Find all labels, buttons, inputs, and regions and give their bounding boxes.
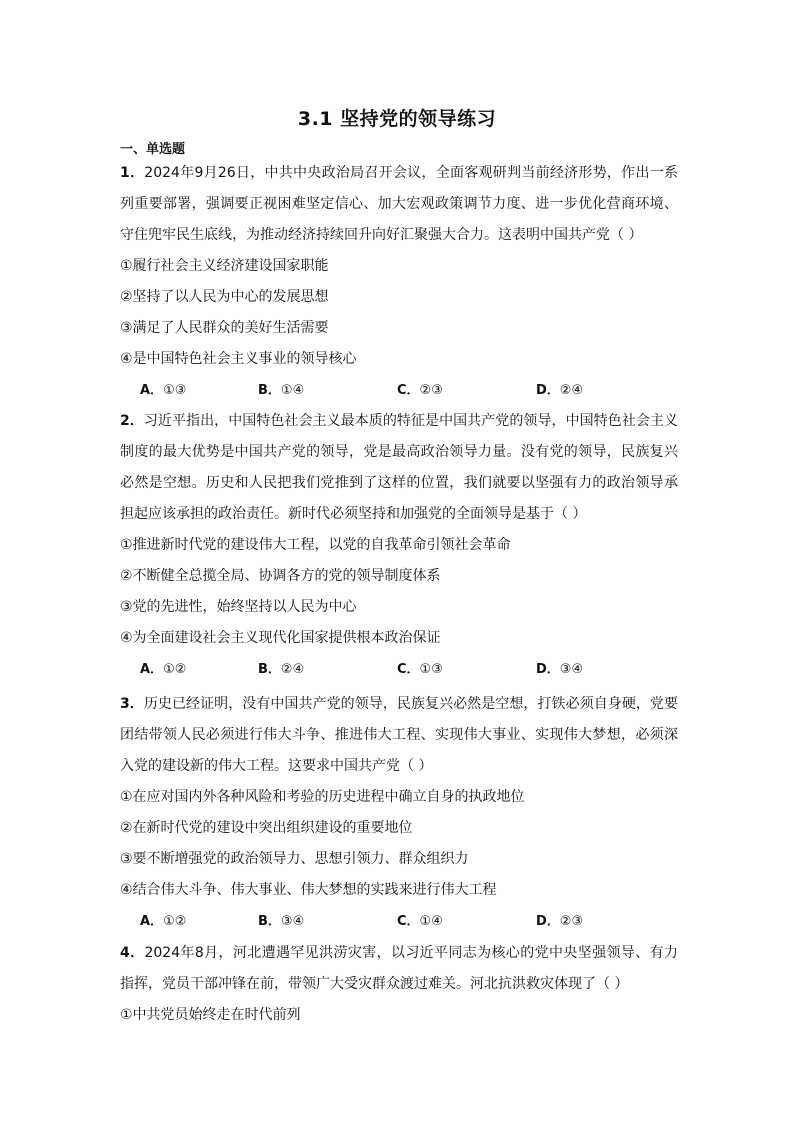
answer-choices [120, 654, 678, 685]
statement-3: ③满足了人民群众的美好生活需要 [120, 320, 329, 336]
question-text: 历史已经证明，没有中国共产党的领导，民族复兴必然是空想，打铁必须自身硬，党要团结带领人民必须进行伟大斗争、推进伟大工程、实现伟大事业、实现伟大梦想，必须深入党的建设新的伟大工程。这要求中国共产党（ ） [120, 696, 678, 774]
question-stem [120, 689, 678, 782]
question-number: 4． [120, 945, 145, 961]
statement-2: ②不断健全总揽全局、协调各方的党的领导制度体系 [120, 568, 441, 584]
choice-a[interactable]: A．①② [140, 662, 187, 677]
choice-c[interactable]: C．②③ [397, 383, 443, 398]
section-heading: 一、单选题 [120, 142, 186, 157]
question-text: 2024年8月，河北遭遇罕见洪涝灾害，以习近平同志为核心的党中央坚强领导、有力指挥，党员干部冲锋在前，带领广大受灾群众渡过难关。河北抗洪救灾体现了（ ） [120, 945, 678, 992]
document-title: 3.1 坚持党的领导练习 [297, 108, 497, 130]
question-2 [120, 406, 678, 685]
choice-d[interactable]: D．②④ [536, 383, 584, 398]
choice-d[interactable]: D．②③ [536, 914, 584, 929]
choice-a[interactable]: A．①② [140, 914, 187, 929]
choice-c[interactable]: C．①③ [397, 662, 443, 677]
question-stem [120, 406, 678, 530]
statement-4: ④是中国特色社会主义事业的领导核心 [120, 351, 357, 367]
choice-b[interactable]: B．①④ [258, 383, 305, 398]
statement-1: ①在应对国内外各种风险和考验的历史进程中确立自身的执政地位 [120, 789, 525, 805]
choice-c[interactable]: C．①④ [397, 914, 443, 929]
statement-1: ①履行社会主义经济建设国家职能 [120, 258, 329, 274]
statement-1: ①推进新时代党的建设伟大工程，以党的自我革命引领社会革命 [120, 537, 511, 553]
statement-3: ③党的先进性，始终坚持以人民为中心 [120, 599, 357, 615]
question-text: 习近平指出，中国特色社会主义最本质的特征是中国共产党的领导，中国特色社会主义制度的最大优势是中国共产党的领导，党是最高政治领导力量。没有党的领导，民族复兴必然是空想。历史和人民把我们党推到了这样的位置，我们就要以坚强有力的政治领导承担起应该承担的政治责任。新时代必须坚持和加强党的全面领导是基于（ ） [120, 413, 678, 522]
question-1 [120, 158, 678, 406]
question-text: 2024年9月26日，中共中央政治局召开会议，全面客观研判当前经济形势，作出一系列重要部署，强调要正视困难坚定信心、加大宏观政策调节力度、进一步优化营商环境、守住兜牢民生底线，为推动经济持续回升向好汇聚强大合力。这表明中国共产党（ ） [120, 165, 678, 243]
choice-b[interactable]: B．③④ [258, 914, 305, 929]
question-number: 1． [120, 165, 145, 181]
question-stem [120, 938, 678, 1000]
choice-b[interactable]: B．②④ [258, 662, 305, 677]
answer-choices [120, 906, 678, 937]
statement-1: ①中共党员始终走在时代前列 [120, 1007, 301, 1023]
statement-2: ②坚持了以人民为中心的发展思想 [120, 289, 329, 305]
statement-4: ④结合伟大斗争、伟大事业、伟大梦想的实践来进行伟大工程 [120, 882, 497, 898]
question-number: 3． [120, 696, 144, 712]
answer-choices [120, 375, 678, 406]
choice-d[interactable]: D．③④ [536, 662, 584, 677]
statement-2: ②在新时代党的建设中突出组织建设的重要地位 [120, 820, 413, 836]
statement-4: ④为全面建设社会主义现代化国家提供根本政治保证 [120, 630, 441, 646]
question-4 [120, 938, 678, 1031]
question-number: 2． [120, 413, 144, 429]
statement-3: ③要不断增强党的政治领导力、思想引领力、群众组织力 [120, 851, 469, 867]
choice-a[interactable]: A．①③ [140, 383, 187, 398]
question-stem [120, 158, 678, 251]
question-3 [120, 689, 678, 937]
